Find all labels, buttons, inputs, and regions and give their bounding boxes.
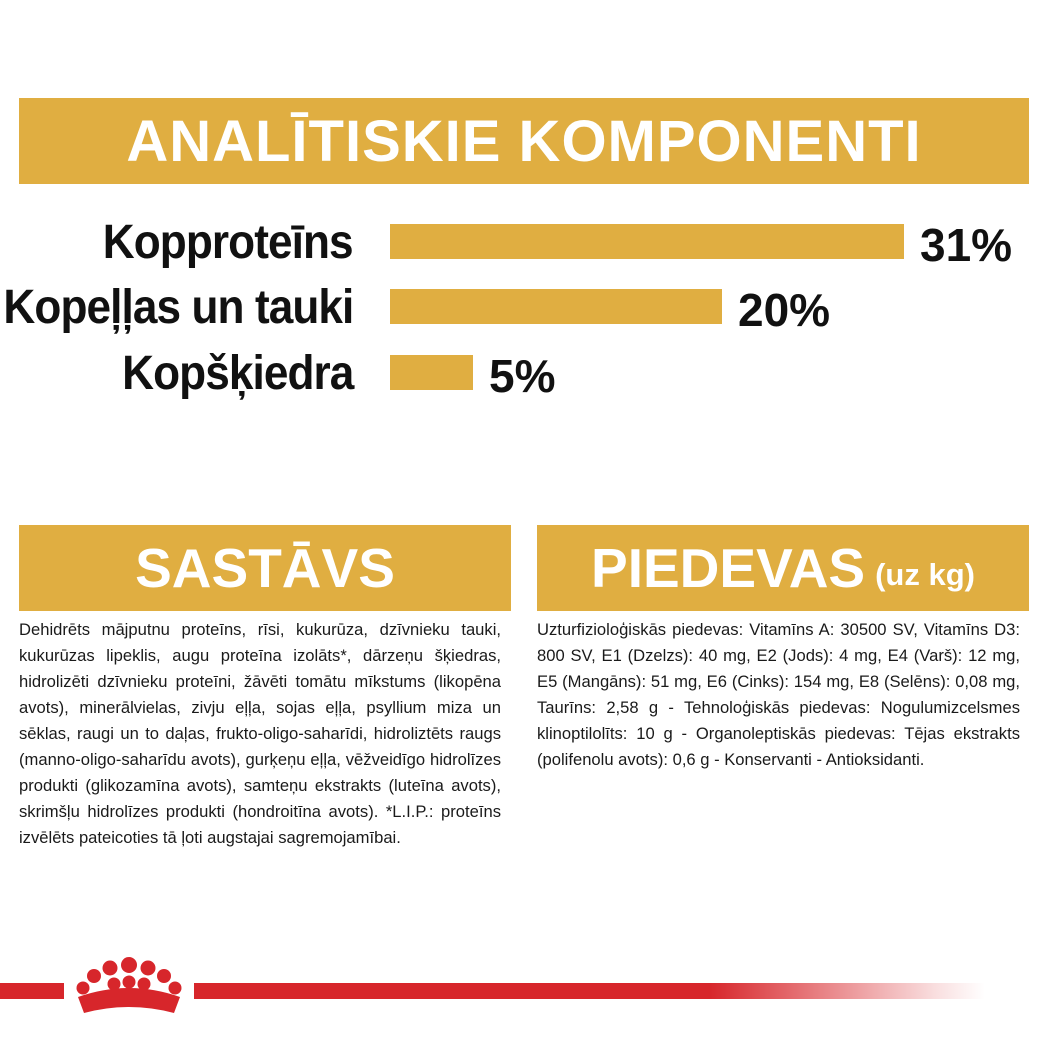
bar-1 <box>390 289 722 324</box>
additives-text: Uzturfizioloģiskās piedevas: Vitamīns A: 30500 SV, Vitamīns D3: 800 SV, E1 (Dzelzs): 40 mg, E2 (Jods): 4 mg, E4 (Varš): 12 mg, E5 (Mangāns): 51 mg, E6 (Cinks): 154 mg, E8 (Selēns): 0,08 mg, Taurīns: 2,58 g - Tehnoloģiskās piedevas: Nogulumizcelsmes klinoptilolīts: 10 g - Organoleptiskās piedevas: Tējas ekstrakts (polifenolu avots): 0,6 g - Konservanti - Antioksidanti. <box>537 620 1020 769</box>
section-title-composition: SASTĀVS <box>135 537 395 599</box>
bar-label-1: Kopeļļas un tauki <box>3 281 353 334</box>
section-header-additives <box>537 525 1029 611</box>
section-header-analytical <box>19 98 1029 184</box>
section-header-composition <box>19 525 511 611</box>
composition-text: Dehidrēts mājputnu proteīns, rīsi, kukurūza, dzīvnieku tauki, kukurūzas lipeklis, augu proteīna izolāts*, dārzeņu šķiedras, hidrolizēti dzīvnieku proteīni, žāvēti tomātu mīkstums (likopēna avots), minerālvielas, zivju eļļa, sojas eļļa, psyllium miza un sēklas, raugi un to daļas, frukto-oligo-saharīdi, hidroliztēts raugs (manno-oligo-saharīdu avots), gurķeņu eļļa, vēžveidīgo hidrolīzes produkti (glikozamīna avots), samteņu ekstrakts (luteīna avots), skrimšļu hidrolīzes produkti (hondroitīna avots). *L.I.P.: proteīns izvēlēts pateicoties tā ļoti augstajai sagremojamībai. <box>19 620 501 847</box>
section-title-analytical: ANALĪTISKIE KOMPONENTI <box>126 108 922 174</box>
section-subtitle-additives: (uz kg) <box>875 557 975 592</box>
bar-value-1: 20% <box>738 284 831 336</box>
bar-value-2: 5% <box>489 350 556 402</box>
bar-label-2: Kopšķiedra <box>121 347 353 400</box>
bar-value-0: 31% <box>920 219 1013 271</box>
crown-icon <box>70 957 188 1019</box>
bar-2 <box>390 355 473 390</box>
bar-0 <box>390 224 904 259</box>
section-title-additives: PIEDEVAS <box>591 537 866 599</box>
bar-label-0: Kopproteīns <box>103 216 353 269</box>
